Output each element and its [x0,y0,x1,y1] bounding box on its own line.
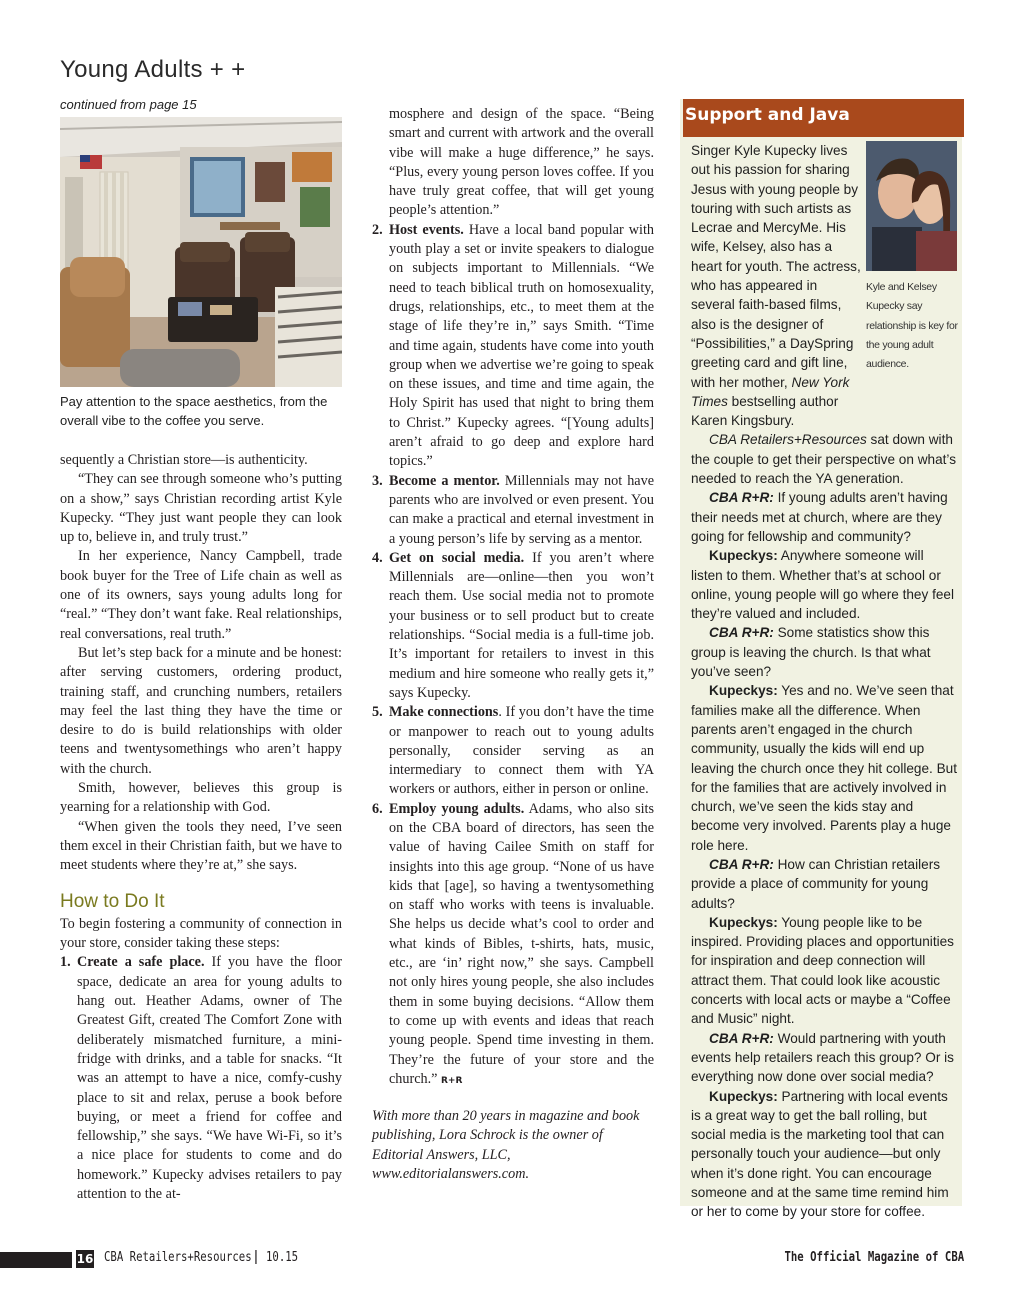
step-number: 5. [372,704,383,721]
answer-text: Yes and no. We’ve seen that families make all the difference. When parents aren’t engaged in the church community, usually the kids will end up leaving the church once they hit college. But for the families that are actively involved in church, we’ve seen the kids stay and become very involved. Parents play a huge role here. [691,683,958,853]
step-text: If you have the floor space, dedicate an area for young adults to hang out. Heather Adams, owner of The Greatest Gift, created The Comfort Zone with deliberately mismatched furniture, a mini-fridge with drinks, and a table for snacks. “It was an attempt to have a nice, comfy-cushy place to sit and relax, peruse a book before buying, or meet a friend for coffee and fellowship,” she says. “We have Wi-Fi, so it’s a nice place for students to come and do homework.” Kupecky advises retailers to pay attention to the at- [77,954,342,1202]
qa-question [691,623,959,681]
step-item [372,800,654,1091]
photo-caption: Pay attention to the space aesthetics, from the overall vibe to the coffee you serve. [60,394,328,428]
issue-date: 10.15 [266,1250,299,1265]
qa-answer [691,681,959,855]
step-lead: Become a mentor. [389,472,500,489]
author-byline: With more than 20 years in magazine and book publishing, Lora Schrock is the owner of Editorial Answers, LLC, www.editorialanswers.com. [372,1108,640,1183]
steps-list [60,953,342,1204]
step-text: Millennials may not have parents who are involved or even present. You can make a practical and eternal investment in a young person’s life by serving as a mentor. [389,472,654,547]
how-to-heading: How to Do It [60,890,165,912]
question-text: Would partnering with youth events help retailers reach this group? Or is everything now done over social media? [691,1030,954,1085]
answer-label: Kupeckys: [709,548,778,564]
end-mark: R+R [441,1075,463,1086]
answer-text: Anywhere someone will listen to them. Whether that’s at school or online, young people will go where they feel they’re valued and included. [691,548,954,622]
answer-label: Kupeckys: [709,683,778,699]
qa-question [691,1029,959,1087]
footer-tagline: The Official Magazine of CBA [784,1250,964,1265]
step-lead: Host events. [389,221,464,238]
setup-publication: CBA Retailers+Resources [709,432,867,448]
question-label: CBA R+R: [709,490,774,506]
setup-text: sat down with the couple to get their perspective on what’s needed to reach the YA generation. [691,432,956,487]
intro-publication: New York Times [691,374,850,409]
question-text: How can Christian retailers provide a place of community for young adults? [691,856,941,911]
section-title: Young Adults + + [60,56,246,83]
sidebar-photo-caption: Kyle and Kelsey Kupecky say relationship is key for the young adult audience. [866,281,958,371]
question-label: CBA R+R: [709,625,774,641]
step-number: 2. [372,221,383,238]
qa-question [691,488,959,546]
steps-list-continued [372,221,654,1091]
page-footer [0,1246,1024,1276]
step-number: 3. [372,472,383,489]
step-item [372,703,654,799]
sidebar-banner [683,99,964,137]
article-column-1 [60,451,342,1204]
step-item [372,549,654,703]
question-text: If young adults aren’t having their needs met at church, where are they going for fellowship and community? [691,490,948,544]
continued-note: continued from page 15 [60,97,197,112]
step-text: Have a local band popular with youth play a set or invite speakers to dialogue on subjects important to Millennials. “We need to teach biblical truth on homosexuality, drugs, relationships, etc., to meet them at the stage of life they’re in,” says Smith. “Time and time again, students have come into youth group when we advertise we’re going to speak on these issues, and time and time again, the Holy Spirit has used that night to bring them to Christ.” Kupecky agrees. “[Young adults] aren’t afraid to go deep and explore hard topics.” [389,221,654,470]
qa-answer [691,1087,959,1222]
paragraph: Smith, however, believes this group is yearning for a relationship with God. [60,780,342,816]
sidebar-title: Support and Java [685,105,850,125]
sidebar-intro [691,141,861,430]
qa-question [691,855,959,913]
qa-answer [691,913,959,1029]
answer-text: Partnering with local events is a great way to get the ball rolling, but social media is the marketing tool that can personally touch your audience—but only when it’s done right. You can encourage someone and at the same time remind him or her to come by your store for coffee. [691,1088,949,1220]
step-text: . If you don’t have the time or manpower to reach out to young adults personally, consider serving as an intermediary to connect them with YA workers or authors, either in person or online. [389,704,654,798]
step-lead: Get on social media. [389,549,525,566]
step-number: 1. [60,954,71,971]
question-text: Some statistics show this group is leaving the church. Is that what you’ve seen? [691,625,931,680]
paragraph: “When given the tools they need, I’ve seen them excel in their Christian faith, but we have to meet students where they’re at,” she says. [60,818,342,874]
step-item [372,221,654,472]
how-to-intro: To begin fostering a community of connection in your store, consider taking these steps: [60,915,342,952]
intro-text: Singer Kyle Kupecky lives out his passion for sharing Jesus with young people by touring with such artists as Lecrae and MercyMe. His wife, Kelsey, also has a heart for youth. The actress, who has appeared in several faith-based films, also is the designer of “Possibilities,” a DaySpring greeting card and gift line, with her mother, [691,143,861,390]
answer-text: Young people like to be inspired. Providing places and opportunities for inspiration and deep connection will attract them. That could look like acoustic concerts with local acts or maybe a “Coffee and Music” night. [691,914,954,1027]
sidebar-setup [691,430,959,488]
step-item [372,472,654,549]
intro-text-end: bestselling author Karen Kingsbury. [691,393,839,429]
step-lead: Employ young adults. [389,800,525,817]
question-label: CBA R+R: [709,856,774,872]
youth-lounge-photo [60,117,342,387]
step-number: 6. [372,800,383,817]
answer-label: Kupeckys: [709,1088,778,1104]
sidebar-text [691,141,959,1222]
paragraph: In her experience, Nancy Campbell, trade book buyer for the Tree of Life chain as well as one of its owners, says young adults long for “real.” “They don’t want fake. Real relationships, real conversations, real truth.” [60,548,342,642]
lounge-illustration [60,117,342,387]
paragraph: sequently a Christian store—is authenticity. [60,452,308,468]
qa-answer [691,546,959,623]
article-column-2 [372,105,654,1184]
step-lead: Create a safe place. [77,954,205,971]
step-text: Adams, who also sits on the CBA board of directors, has seen the value of having Cailee Smith on staff for insights into this age group. “None of us have kids that [age], so having a twentysomething on staff who works with teens is invaluable. She helps us decide what’s cool to order and what kinds of Bibles, t-shirts, hats, music, etc., are ‘in’ right now,” she says. Campbell not only hires young people, she also includes them in some buying decisions. “Allow them to come up with events and ideas that reach young people. Spend time investing in them. They’re the future of your store and the church.” [389,800,654,1087]
answer-label: Kupeckys: [709,914,778,930]
paragraph: But let’s step back for a minute and be honest: after serving customers, ordering product, training staff, and crunching numbers, retailers may feel the last thing they have the time or desire to do is build relationships with older teens and twentysomethings who aren’t happy with the church. [60,644,342,777]
step-continuation: mosphere and design of the space. “Being smart and current with artwork and the overall vibe will make a huge difference,” he says. “Plus, every young person loves coffee. If you have truly great coffee, that will get young people’s attention.” [389,106,654,219]
step-item [60,953,342,1204]
page-number: 16 [76,1252,94,1266]
footer-bar [0,1252,72,1268]
step-text: If you aren’t where Millennials are—online—then you won’t reach them. Use social media not to promote your business or to sell product but to create relationships. “Social media is a full-time job. It’s important for retailers to invest in this medium and hire someone who really gets it,” says Kupecky. [389,549,654,701]
footer-separator: | [254,1248,258,1265]
magazine-name: CBA Retailers+Resources [104,1250,252,1265]
paragraph: “They can see through someone who’s putting on a show,” says Christian recording artist Kyle Kupecky. “They just want people they can look up to, believe in, and truly trust.” [60,471,342,546]
step-lead: Make connections [389,704,499,721]
step-number: 4. [372,549,383,566]
question-label: CBA R+R: [709,1030,774,1046]
